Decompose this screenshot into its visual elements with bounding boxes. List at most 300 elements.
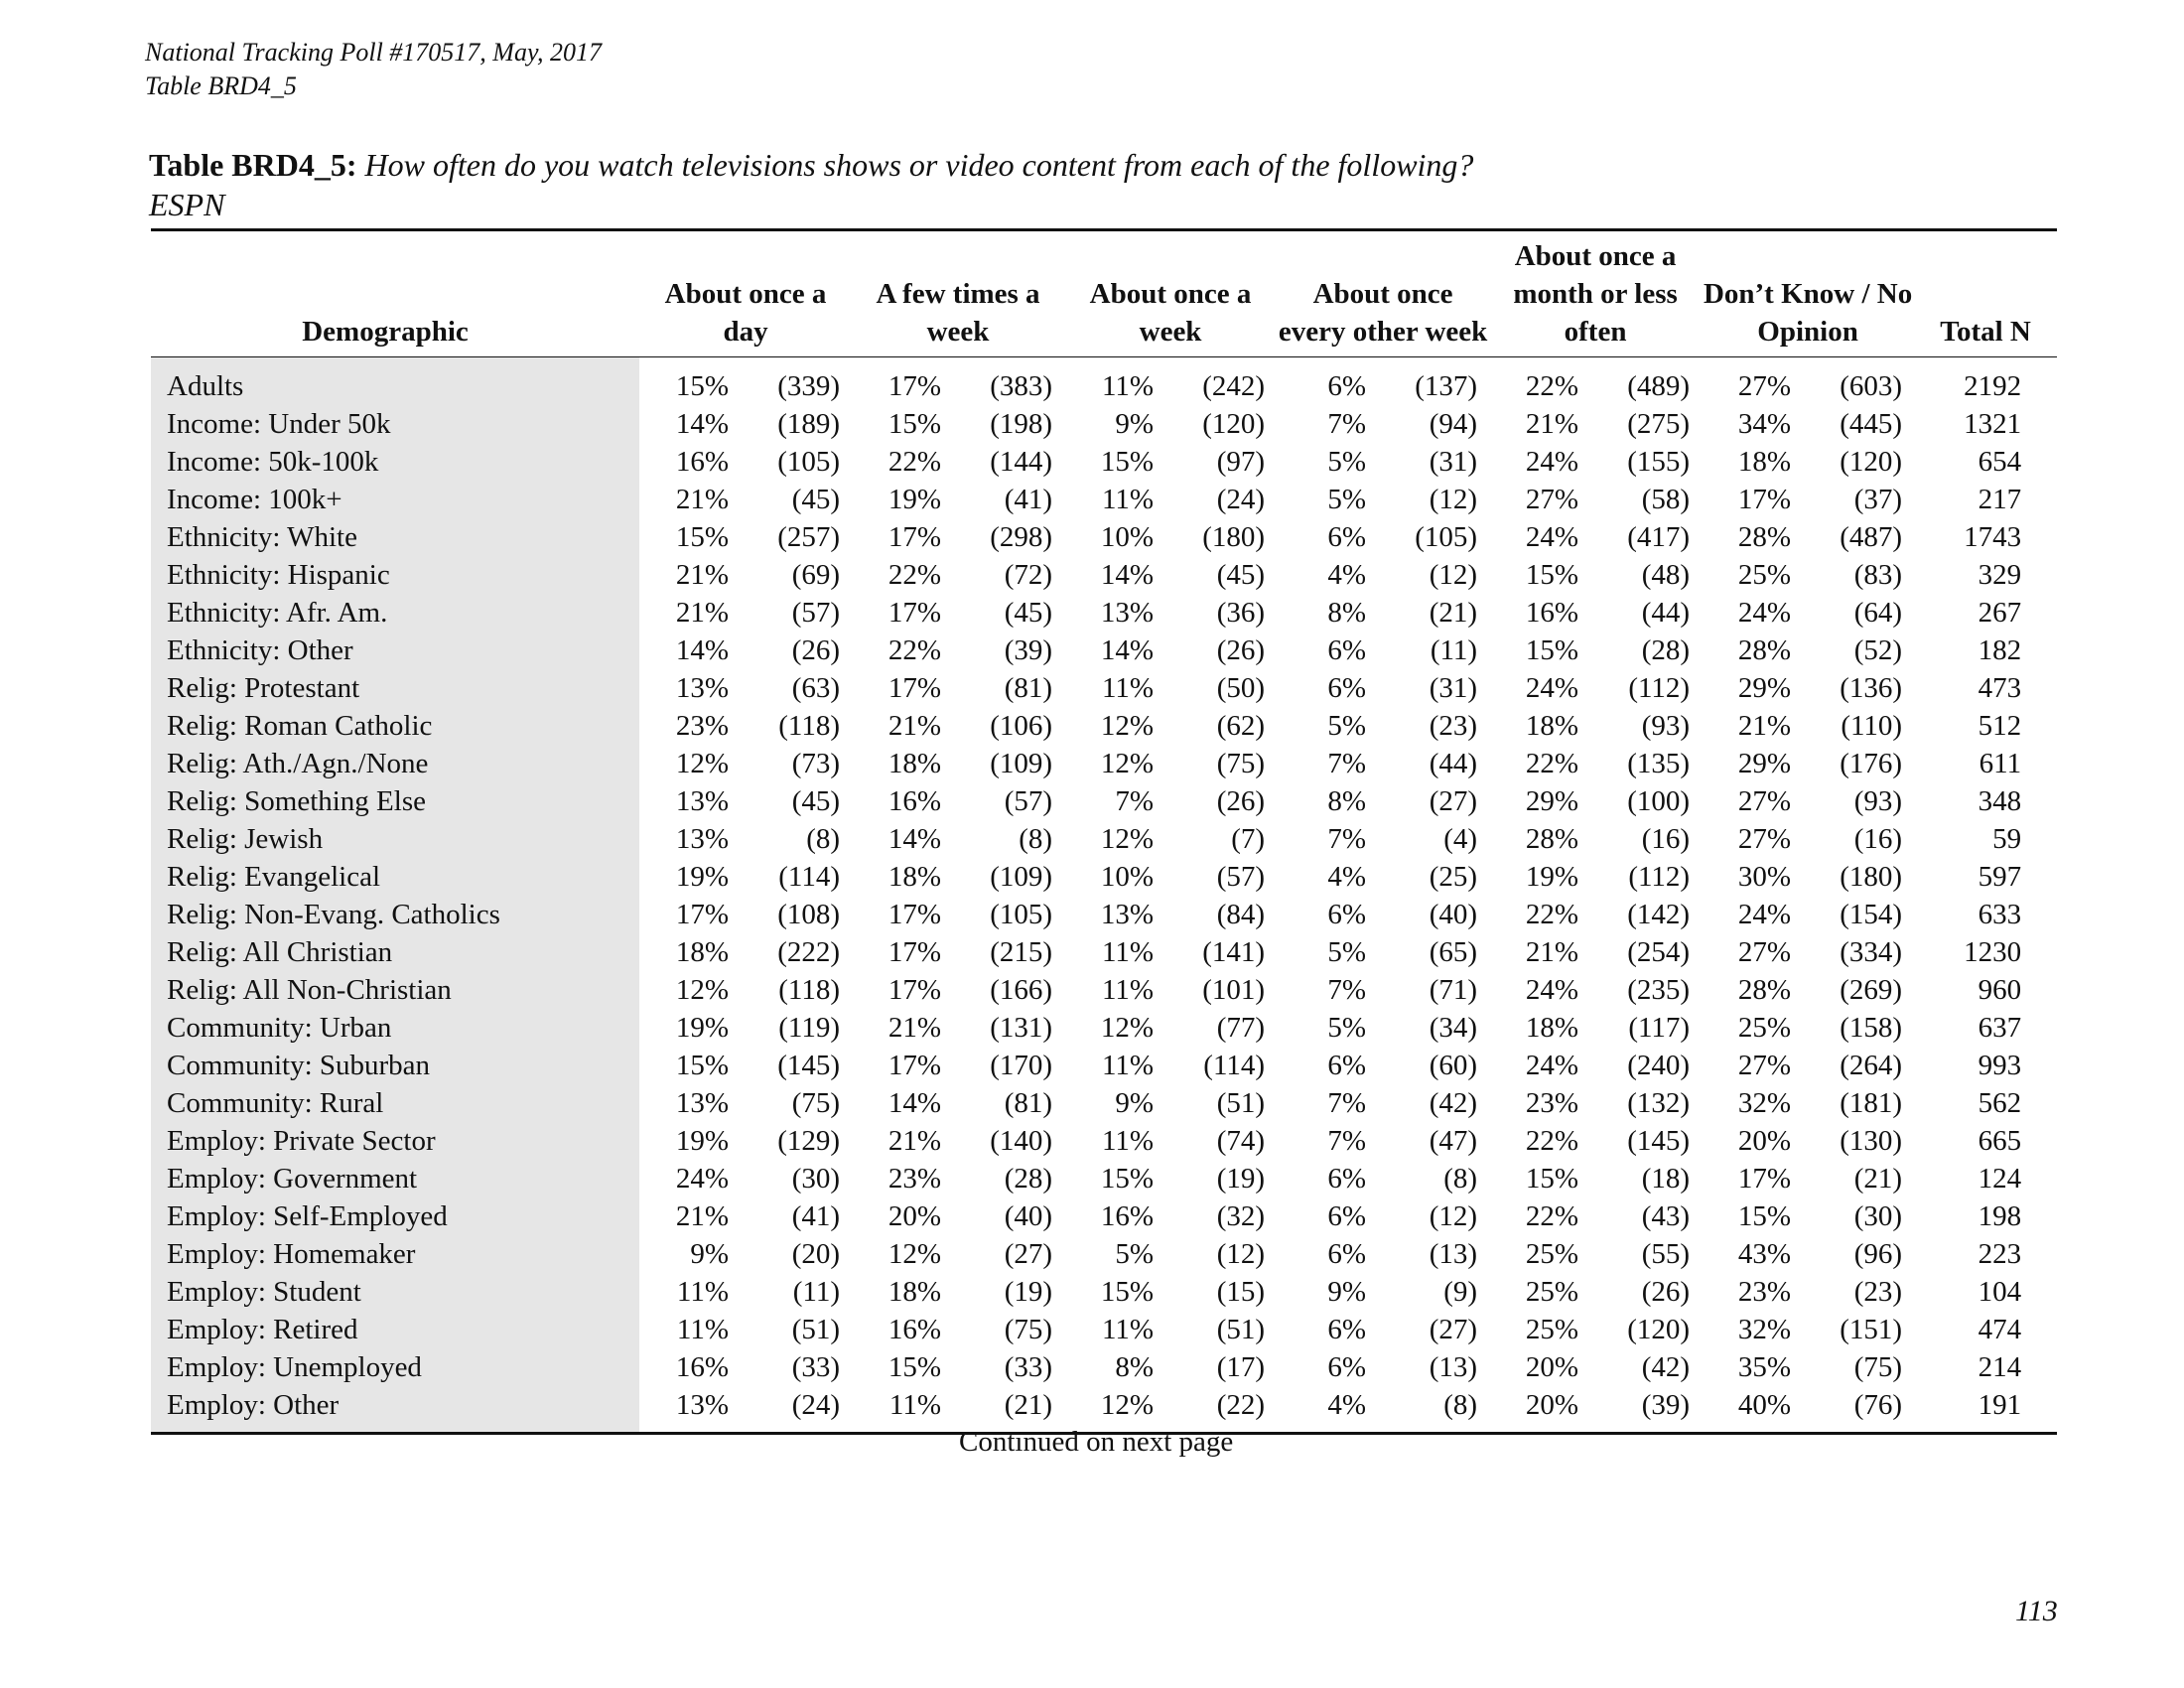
percent-cell: 15% [887,408,942,440]
table-row [151,1047,2057,1084]
count-cell: (137) [1415,370,1478,402]
percent-cell: 28% [1737,521,1792,553]
percent-cell: 17% [887,899,942,930]
percent-cell: 21% [887,710,942,742]
percent-cell: 15% [675,1050,729,1081]
count-cell: (55) [1641,1238,1691,1270]
count-cell: (74) [1216,1125,1266,1157]
count-cell: (170) [990,1050,1053,1081]
percent-cell: 6% [1327,672,1367,704]
count-cell: (73) [791,748,841,779]
count-cell: (275) [1627,408,1691,440]
count-cell: (105) [1415,521,1478,553]
total-n-cell: 512 [1978,710,2022,742]
total-n-cell: 637 [1978,1012,2022,1044]
percent-cell: 25% [1737,1012,1792,1044]
percent-cell: 40% [1737,1389,1792,1421]
percent-cell: 16% [887,1314,942,1345]
count-cell: (51) [1216,1314,1266,1345]
table-row [151,1160,2057,1197]
count-cell: (106) [990,710,1053,742]
total-n-cell: 1743 [1964,521,2022,553]
count-cell: (60) [1429,1050,1478,1081]
count-cell: (94) [1429,408,1478,440]
percent-cell: 13% [675,1389,729,1421]
percent-cell: 20% [1525,1351,1579,1383]
percent-cell: 9% [1115,1087,1155,1119]
percent-cell: 24% [1737,597,1792,629]
percent-cell: 29% [1737,748,1792,779]
percent-cell: 15% [1100,1163,1155,1195]
count-cell: (24) [791,1389,841,1421]
count-cell: (37) [1853,484,1903,515]
percent-cell: 6% [1327,1200,1367,1232]
row-label: Employ: Retired [151,1311,639,1348]
count-cell: (42) [1429,1087,1478,1119]
count-cell: (75) [791,1087,841,1119]
count-cell: (72) [1004,559,1053,591]
percent-cell: 14% [1100,559,1155,591]
percent-cell: 22% [1525,899,1579,930]
count-cell: (41) [791,1200,841,1232]
row-label: Ethnicity: Other [151,632,639,669]
percent-cell: 20% [1737,1125,1792,1157]
count-cell: (57) [791,597,841,629]
row-label: Income: 50k-100k [151,443,639,481]
count-cell: (45) [1216,559,1266,591]
percent-cell: 18% [887,861,942,893]
percent-cell: 14% [675,408,729,440]
percent-cell: 32% [1737,1087,1792,1119]
count-cell: (63) [791,672,841,704]
percent-cell: 9% [690,1238,729,1270]
count-cell: (47) [1429,1125,1478,1157]
count-cell: (31) [1429,672,1478,704]
poll-title: National Tracking Poll #170517, May, 2017 [145,38,603,67]
col-header-every-other-week: About once every other week [1278,278,1488,348]
percent-cell: 12% [1100,1389,1155,1421]
count-cell: (12) [1216,1238,1266,1270]
percent-cell: 7% [1327,1087,1367,1119]
row-label: Employ: Self-Employed [151,1197,639,1235]
count-cell: (109) [990,748,1053,779]
count-cell: (118) [778,974,841,1006]
row-label: Relig: Non-Evang. Catholics [151,896,639,933]
percent-cell: 11% [888,1389,942,1421]
total-n-cell: 474 [1978,1314,2022,1345]
count-cell: (43) [1641,1200,1691,1232]
count-cell: (81) [1004,672,1053,704]
percent-cell: 6% [1327,1238,1367,1270]
percent-cell: 34% [1737,408,1792,440]
percent-cell: 17% [887,1050,942,1081]
count-cell: (65) [1429,936,1478,968]
continued-note: Continued on next page [959,1426,1234,1458]
count-cell: (120) [1202,408,1266,440]
row-label: Income: 100k+ [151,481,639,518]
percent-cell: 21% [887,1125,942,1157]
total-n-cell: 124 [1978,1163,2022,1195]
count-cell: (120) [1627,1314,1691,1345]
count-cell: (140) [990,1125,1053,1157]
count-cell: (489) [1627,370,1691,402]
row-label: Community: Urban [151,1009,639,1047]
count-cell: (21) [1004,1389,1053,1421]
table-row [151,405,2057,443]
count-cell: (26) [1641,1276,1691,1308]
percent-cell: 21% [1737,710,1792,742]
percent-cell: 19% [675,1125,729,1157]
count-cell: (145) [1627,1125,1691,1157]
percent-cell: 20% [1525,1389,1579,1421]
count-cell: (13) [1429,1238,1478,1270]
count-cell: (130) [1840,1125,1903,1157]
page-number: 113 [2015,1595,2058,1627]
percent-cell: 11% [1101,370,1155,402]
row-label: Relig: Evangelical [151,858,639,896]
total-n-cell: 654 [1978,446,2022,478]
percent-cell: 22% [1525,370,1579,402]
total-n-cell: 348 [1978,785,2022,817]
count-cell: (31) [1429,446,1478,478]
count-cell: (180) [1840,861,1903,893]
count-cell: (64) [1853,597,1903,629]
table-row [151,820,2057,858]
count-cell: (16) [1641,823,1691,855]
count-cell: (69) [791,559,841,591]
percent-cell: 7% [1115,785,1155,817]
table-row [151,1009,2057,1047]
count-cell: (26) [791,634,841,666]
table-row [151,707,2057,745]
count-cell: (44) [1641,597,1691,629]
count-cell: (27) [1429,785,1478,817]
percent-cell: 6% [1327,1314,1367,1345]
count-cell: (44) [1429,748,1478,779]
percent-cell: 27% [1525,484,1579,515]
percent-cell: 24% [1525,672,1579,704]
count-cell: (118) [778,710,841,742]
total-n-cell: 104 [1978,1276,2022,1308]
percent-cell: 19% [1525,861,1579,893]
percent-cell: 24% [1525,446,1579,478]
count-cell: (81) [1004,1087,1053,1119]
count-cell: (62) [1216,710,1266,742]
total-n-cell: 329 [1978,559,2022,591]
count-cell: (8) [1019,823,1053,855]
row-label: Ethnicity: Afr. Am. [151,594,639,632]
percent-cell: 14% [1100,634,1155,666]
count-cell: (114) [778,861,841,893]
count-cell: (41) [1004,484,1053,515]
total-n-cell: 191 [1978,1389,2022,1421]
row-label: Relig: Something Else [151,782,639,820]
percent-cell: 14% [887,823,942,855]
percent-cell: 23% [1737,1276,1792,1308]
count-cell: (28) [1641,634,1691,666]
count-cell: (45) [791,484,841,515]
percent-cell: 4% [1327,1389,1367,1421]
percent-cell: 27% [1737,936,1792,968]
row-label: Income: Under 50k [151,405,639,443]
percent-cell: 10% [1100,861,1155,893]
count-cell: (24) [1216,484,1266,515]
percent-cell: 15% [1525,634,1579,666]
row-label: Community: Rural [151,1084,639,1122]
table-row [151,1235,2057,1273]
col-header-demographic: Demographic [302,316,469,348]
total-n-cell: 223 [1978,1238,2022,1270]
percent-cell: 18% [887,1276,942,1308]
col-header-total-n: Total N [1940,316,2031,348]
count-cell: (144) [990,446,1053,478]
table-row [151,1122,2057,1160]
count-cell: (181) [1840,1087,1903,1119]
table-row [151,1273,2057,1311]
percent-cell: 12% [675,974,729,1006]
count-cell: (50) [1216,672,1266,704]
percent-cell: 17% [887,974,942,1006]
percent-cell: 15% [1737,1200,1792,1232]
percent-cell: 20% [887,1200,942,1232]
percent-cell: 27% [1737,823,1792,855]
percent-cell: 25% [1525,1314,1579,1345]
percent-cell: 18% [675,936,729,968]
percent-cell: 29% [1525,785,1579,817]
percent-cell: 9% [1327,1276,1367,1308]
percent-cell: 5% [1327,446,1367,478]
percent-cell: 21% [675,484,729,515]
count-cell: (17) [1216,1351,1266,1383]
table-row [151,556,2057,594]
count-cell: (189) [777,408,841,440]
count-cell: (39) [1004,634,1053,666]
percent-cell: 16% [1525,597,1579,629]
percent-cell: 17% [887,521,942,553]
table-id: Table BRD4_5 [145,71,297,100]
percent-cell: 7% [1327,408,1367,440]
percent-cell: 15% [887,1351,942,1383]
count-cell: (93) [1853,785,1903,817]
count-cell: (22) [1216,1389,1266,1421]
count-cell: (11) [1430,634,1478,666]
row-label: Employ: Unemployed [151,1348,639,1386]
table-row [151,1197,2057,1235]
percent-cell: 17% [1737,1163,1792,1195]
count-cell: (33) [1004,1351,1053,1383]
count-cell: (71) [1429,974,1478,1006]
percent-cell: 12% [675,748,729,779]
percent-cell: 28% [1525,823,1579,855]
row-label: Employ: Government [151,1160,639,1197]
percent-cell: 7% [1327,748,1367,779]
percent-cell: 5% [1327,936,1367,968]
percent-cell: 16% [675,1351,729,1383]
count-cell: (240) [1627,1050,1691,1081]
percent-cell: 6% [1327,1163,1367,1195]
table-row [151,896,2057,933]
count-cell: (20) [791,1238,841,1270]
count-cell: (25) [1429,861,1478,893]
percent-cell: 16% [887,785,942,817]
percent-cell: 11% [1101,1314,1155,1345]
percent-cell: 15% [1525,1163,1579,1195]
percent-cell: 6% [1327,1351,1367,1383]
row-label: Relig: Ath./Agn./None [151,745,639,782]
total-n-cell: 214 [1978,1351,2022,1383]
count-cell: (117) [1628,1012,1691,1044]
percent-cell: 22% [1525,1200,1579,1232]
count-cell: (21) [1853,1163,1903,1195]
total-n-cell: 473 [1978,672,2022,704]
col-header-once-a-week: About once a week [1089,278,1252,348]
percent-cell: 11% [1101,1050,1155,1081]
count-cell: (19) [1216,1163,1266,1195]
percent-cell: 11% [676,1314,729,1345]
total-n-cell: 611 [1979,748,2022,779]
count-cell: (75) [1216,748,1266,779]
percent-cell: 5% [1327,1012,1367,1044]
row-label: Ethnicity: Hispanic [151,556,639,594]
count-cell: (45) [791,785,841,817]
count-cell: (158) [1840,1012,1903,1044]
count-cell: (93) [1641,710,1691,742]
count-cell: (11) [792,1276,841,1308]
count-cell: (96) [1853,1238,1903,1270]
col-header-month-or-less: About once a month or less often [1513,240,1678,348]
table-row [151,782,2057,820]
percent-cell: 16% [1100,1200,1155,1232]
percent-cell: 18% [1525,1012,1579,1044]
percent-cell: 6% [1327,370,1367,402]
table-body [151,357,2057,1434]
count-cell: (16) [1853,823,1903,855]
table-subtitle: ESPN [149,187,225,222]
count-cell: (36) [1216,597,1266,629]
percent-cell: 19% [887,484,942,515]
percent-cell: 23% [675,710,729,742]
percent-cell: 11% [1101,484,1155,515]
total-n-cell: 665 [1978,1125,2022,1157]
count-cell: (15) [1216,1276,1266,1308]
total-n-cell: 217 [1978,484,2022,515]
count-cell: (105) [777,446,841,478]
percent-cell: 23% [887,1163,942,1195]
percent-cell: 19% [675,1012,729,1044]
count-cell: (51) [1216,1087,1266,1119]
percent-cell: 24% [1525,521,1579,553]
table-row [151,1348,2057,1386]
percent-cell: 8% [1115,1351,1155,1383]
percent-cell: 17% [887,936,942,968]
count-cell: (141) [1202,936,1266,968]
percent-cell: 9% [1115,408,1155,440]
percent-cell: 5% [1115,1238,1155,1270]
count-cell: (30) [1853,1200,1903,1232]
table-row [151,858,2057,896]
row-label: Community: Suburban [151,1047,639,1084]
percent-cell: 29% [1737,672,1792,704]
count-cell: (12) [1429,1200,1478,1232]
percent-cell: 17% [1737,484,1792,515]
percent-cell: 17% [887,597,942,629]
count-cell: (235) [1627,974,1691,1006]
table-row [151,481,2057,518]
count-cell: (269) [1840,974,1903,1006]
percent-cell: 5% [1327,484,1367,515]
percent-cell: 24% [1737,899,1792,930]
percent-cell: 43% [1737,1238,1792,1270]
percent-cell: 13% [675,785,729,817]
count-cell: (27) [1004,1238,1053,1270]
percent-cell: 28% [1737,634,1792,666]
count-cell: (114) [1203,1050,1266,1081]
count-cell: (57) [1216,861,1266,893]
table-row [151,518,2057,556]
count-cell: (40) [1429,899,1478,930]
count-cell: (97) [1216,446,1266,478]
table-row [151,1311,2057,1348]
row-label: Relig: Roman Catholic [151,707,639,745]
count-cell: (108) [777,899,841,930]
percent-cell: 12% [887,1238,942,1270]
percent-cell: 10% [1100,521,1155,553]
percent-cell: 11% [1101,936,1155,968]
total-n-cell: 198 [1978,1200,2022,1232]
row-label: Relig: Protestant [151,669,639,707]
row-label: Adults [151,357,639,406]
count-cell: (33) [791,1351,841,1383]
total-n-cell: 993 [1978,1050,2022,1081]
count-cell: (27) [1429,1314,1478,1345]
percent-cell: 22% [1525,1125,1579,1157]
total-n-cell: 267 [1978,597,2022,629]
count-cell: (417) [1627,521,1691,553]
percent-cell: 15% [675,521,729,553]
percent-cell: 27% [1737,785,1792,817]
percent-cell: 15% [675,370,729,402]
total-n-cell: 960 [1978,974,2022,1006]
percent-cell: 17% [887,672,942,704]
count-cell: (132) [1627,1087,1691,1119]
count-cell: (154) [1840,899,1903,930]
total-n-cell: 2192 [1964,370,2022,402]
percent-cell: 12% [1100,710,1155,742]
count-cell: (151) [1840,1314,1903,1345]
percent-cell: 14% [887,1087,942,1119]
percent-cell: 21% [675,559,729,591]
count-cell: (264) [1840,1050,1903,1081]
table-row [151,594,2057,632]
count-cell: (76) [1853,1389,1903,1421]
percent-cell: 13% [675,823,729,855]
count-cell: (83) [1853,559,1903,591]
percent-cell: 6% [1327,1050,1367,1081]
col-header-few-times-week: A few times a week [876,278,1040,348]
percent-cell: 14% [675,634,729,666]
count-cell: (112) [1628,861,1691,893]
percent-cell: 18% [1525,710,1579,742]
row-label: Relig: All Non-Christian [151,971,639,1009]
count-cell: (383) [990,370,1053,402]
percent-cell: 11% [1101,1125,1155,1157]
count-cell: (9) [1443,1276,1478,1308]
percent-cell: 17% [675,899,729,930]
percent-cell: 7% [1327,974,1367,1006]
count-cell: (84) [1216,899,1266,930]
total-n-cell: 562 [1978,1087,2022,1119]
percent-cell: 12% [1100,1012,1155,1044]
